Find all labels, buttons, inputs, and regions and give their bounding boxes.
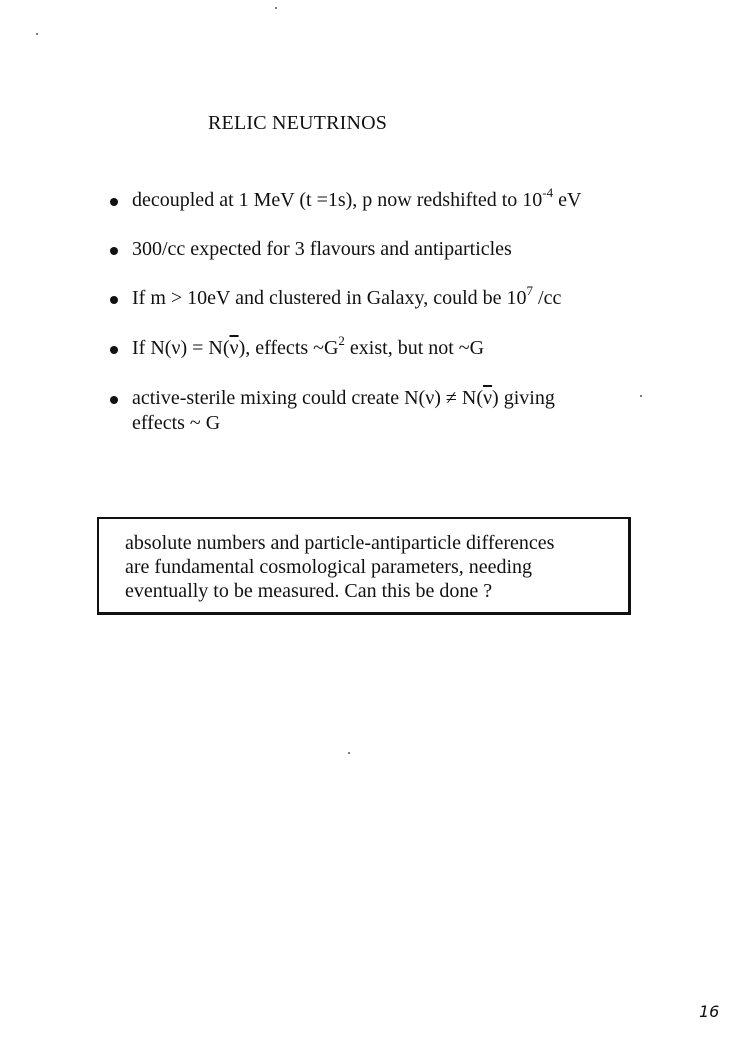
scan-speck — [275, 7, 277, 9]
bullet-icon — [110, 396, 118, 404]
conclusion-box — [97, 517, 631, 615]
bullet-icon — [110, 346, 118, 354]
conclusion-line: are fundamental cosmological parameters, needing — [125, 556, 533, 578]
bullet-icon — [110, 247, 118, 255]
conclusion-line: absolute numbers and particle-antiparticle differences — [125, 532, 555, 554]
scan-speck — [36, 33, 38, 35]
bullet-text: 300/cc expected for 3 flavours and antiparticles — [132, 238, 512, 260]
bullet-text: active-sterile mixing could create $N(\nu) \ne N(\overline{\nu})$ giving effects ~ G — [132, 387, 555, 434]
bullet-icon — [110, 296, 118, 304]
scan-speck — [348, 752, 350, 754]
bullet-text: If m > 10eV and clustered in Galaxy, could be $10^7$ /cc — [132, 283, 562, 309]
scan-speck — [640, 395, 642, 397]
bullet-text: decoupled at 1 MeV (t =1s), p now redshifted to $10^{-4}$ eV — [132, 185, 582, 211]
bullet-icon — [110, 198, 118, 206]
page-number: 16 — [699, 1002, 720, 1021]
conclusion-line: eventually to be measured. Can this be done ? — [125, 580, 493, 602]
bullet-text: If $N(\nu) = N(\overline{\nu})$, effects $\sim G^2$ exist, but not ~G — [132, 333, 485, 359]
page-title: RELIC NEUTRINOS — [208, 112, 388, 134]
